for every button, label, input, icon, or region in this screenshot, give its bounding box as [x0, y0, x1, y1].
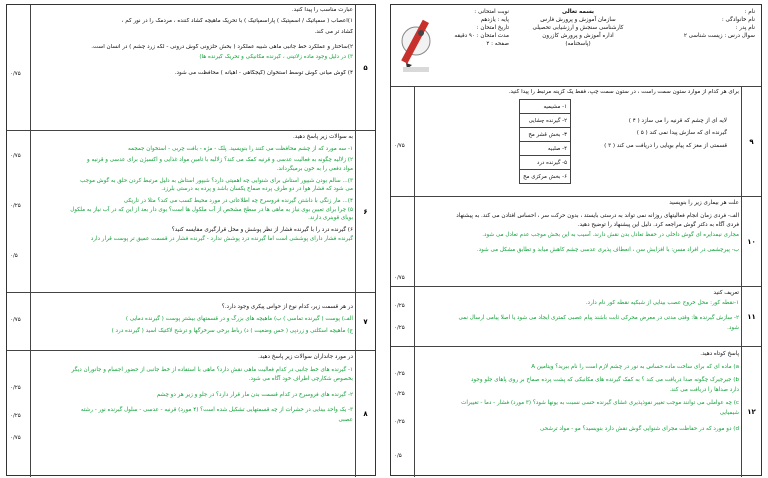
question-8	[7, 351, 375, 477]
score-cell	[7, 293, 31, 350]
exam-info	[439, 8, 509, 49]
score-cell	[391, 87, 415, 196]
score-cell	[7, 5, 31, 130]
question-5	[7, 5, 375, 131]
header-field: مدت امتحان : ۹۰ دقیقه	[454, 33, 509, 40]
score-value: ۰/۵	[10, 253, 18, 259]
header-field: (پاسخنامه)	[565, 41, 591, 48]
option-item: ۶- بخش مرکزی مخ	[520, 170, 571, 184]
score-cell	[7, 131, 31, 292]
exam-header	[391, 5, 761, 87]
question-content	[417, 349, 739, 475]
matching-question-item: گیرنده ای که سازش پیدا نمی کند ( ۵ )	[636, 130, 727, 137]
answer-line: ۱-نقطه کور: محل خروج عصب بینایی از شبکیه نقطه کور نام دارد.	[585, 299, 739, 306]
left-page	[6, 4, 376, 476]
answer-line: ۱- گیرنده های خط جانبی در کدام فعالیت ماهی نقش دارد؟ ماهی با استفاده از خط جانبی از حضور اجسام و جانوران دیگر	[71, 366, 353, 373]
answer-line: b) جیرجیرک چگونه صدا دریافت می کند ؟ به کمک گیرنده های مکانیکی که پشت پرده صماخ بر روی پاهای جلو وجود	[471, 377, 739, 384]
student-info	[684, 8, 755, 40]
score-value: ۰/۷۵	[10, 71, 21, 77]
header-field: کارشناسی سنجش و ارزشیابی تحصیلی	[532, 25, 624, 32]
score-value: ۰/۷۵	[10, 317, 21, 323]
answer-line: ۳) در دلیل وجود ماده زلاتینی ، گیرنده مکانیکی و تحریک گیرنده ها)	[199, 54, 353, 61]
answer-line: عصبی	[338, 416, 353, 423]
answer-line: ۱- سه مورد که از چشم محافظت می کنند را بنویسید. پلک - مژه - بافت چربی - استخوان جمجمه	[127, 145, 353, 152]
answer-line: بویای قوبنری دارند.	[308, 215, 353, 222]
header-field: نوبت امتحانی :	[474, 9, 509, 15]
answer-line: مواد دفعی را به خون برمیگرداند.	[276, 165, 353, 172]
question-line: فردی آگاه به دکتر گوش مراجعه کرد. دلیل این پیشنهاد را توضیح دهید.	[577, 222, 739, 228]
exam-logo-icon	[397, 11, 435, 81]
matching-questions	[604, 117, 727, 150]
header-field: نام پدر :	[735, 25, 755, 32]
score-value: ۰/۷۵	[10, 153, 21, 159]
score-value: ۰/۲۵	[10, 413, 21, 419]
question-line: علت هر بیماری زیر را بنویسید	[669, 200, 739, 206]
question-line: ۴) گوش میانی گوش توسط استخوان (گیجگاهی - آهیانه ) محافظت می شود.	[174, 70, 353, 77]
question-content	[33, 353, 353, 475]
question-number: ۹	[741, 87, 761, 196]
header-field: نام خانوادگی :	[721, 17, 755, 24]
answer-line: می شود که فشار هوا در دو طرف پرده صماخ یکسان باشد و پرده به درستی بلرزد.	[161, 186, 353, 193]
answer-line: الف) پوست ( گیرنده تماسی ) ب) ماهیچه های بزرگ و در قسمتهای بیشتر پوست ( گیرنده دمایی )	[125, 315, 353, 322]
score-cell	[7, 351, 31, 477]
answer-line: گیرنده فشار دارای پوششی است اما گیرنده درد پوشش ندارد - گیرنده فشار در قسمت عمیق تر پوست قرار دارد	[90, 235, 353, 242]
answer-line: ۴)... مار زنگی با داشتن گیرنده فروسرخ چه اطلاعاتی در مورد محیط کسب می کند؟ مثلا در تاریکی	[123, 197, 353, 204]
score-value: ۰/۲۵	[10, 385, 21, 391]
question-number: ۸	[355, 351, 375, 477]
answer-line: c) چه عواملی می توانند موجب تغییر نفوذپذیری غشای گیرنده حسی نسبت به یونها شود؟ (۳ مورد) فشار - دما - تغییرات	[461, 400, 739, 407]
question-number: ۶	[355, 131, 375, 292]
score-value: ۰/۷۵	[394, 275, 405, 281]
header-field: سوال درس : زیست شناسی ۲	[683, 33, 755, 40]
question-6	[7, 131, 375, 293]
matching-question-item: قسمتی از مغز که پیام بویایی را دریافت می کند ( ۳ )	[604, 142, 727, 149]
score-value: ۰/۵	[394, 453, 402, 459]
header-field: نام :	[744, 9, 755, 15]
question-line: ۲)ساختار و عملکرد خط جانبی ماهی شبیه عملکرد ( بخش حلزونی گوش درونی - لکه زرد چشم ) در انسان است.	[91, 43, 353, 50]
score-value: ۰/۲۵	[394, 325, 405, 331]
question-number: ۱۲	[741, 347, 761, 477]
question-line: الف- فردی زمان انجام فعالیتهای روزانه نمی تواند به درستی بایستد ، بدون حرکت سر ، احساس افتادن می کند. به پیشنهاد	[456, 212, 739, 219]
question-9	[391, 87, 761, 197]
matching-options-table	[519, 99, 571, 184]
header-field: اداره آموزش و پرورش کازرون	[542, 33, 614, 40]
option-item: ۲- گیرنده چشایی	[520, 114, 571, 128]
score-cell	[391, 287, 415, 346]
question-line: ۶) گیرنده درد را با گیرنده فشار از نظر پوشش و محل قرارگیری مقایسه کنید؟	[171, 226, 353, 233]
answer-line: ۲- گیرنده های فروسرخ در کدام قسمت بدن مار قرار دارد؟ در جلو و زیر هر دو چشم	[156, 391, 353, 398]
question-line: تعریف کنید	[713, 290, 739, 296]
question-12	[391, 347, 761, 477]
answer-line: مجاری نیمدایره ای گوش داخلی در حفظ تعادل بدن نقش دارند. آسیب به این بخش موجب عدم تعادل می شود.	[482, 231, 739, 238]
score-value: ۰/۲۵	[394, 303, 405, 309]
question-prompt: برای هر کدام از موارد ستون سمت راست ، در ستون سمت چپ، فقط یک گزینه مرتبط را پیدا کنید.	[508, 89, 739, 95]
question-11	[391, 287, 761, 347]
header-field: سازمان آموزش و پرورش فارس	[540, 17, 616, 24]
answer-line: ب- پیرچشمی در افراد مسن: با افزایش سن ، انعطاف پذیری عدسی چشم کاهش میابد و تطابق مشکل می شود.	[476, 247, 739, 253]
option-item: ۵- گیرنده درد	[520, 156, 571, 170]
question-number: ۷	[355, 293, 375, 350]
question-line: در هر قسمت زیر، کدام نوع از حواس پیکری وجود دارد.؟	[221, 304, 353, 310]
answer-line: a) ماده ای که برای ساخت ماده حساس به نور در چشم لازم است را نام ببرید؟ ویتامین A	[531, 364, 739, 371]
header-field: بسمه تعالی	[561, 9, 594, 15]
header-field: تاریخ امتحان :	[476, 25, 509, 32]
question-number: ۱۱	[741, 287, 761, 346]
matching-question-item: لایه ای از چشم که قرنیه را می سازد ( ۴ )	[628, 118, 727, 124]
question-line: عبارت مناسب را پیدا کنید.	[291, 7, 353, 13]
question-line: ۱)اعصاب ( سمپاتیک / آسمپتیک ) پاراسمپاتیک ) با تحریک ماهیچه گشاد کننده ، مردمک را در نور کم ،	[121, 18, 353, 25]
question-content	[33, 133, 353, 290]
question-line: پاسخ کوتاه دهید.	[700, 351, 739, 357]
score-value: ۰/۲۵	[394, 419, 405, 425]
answer-line: ۵) چرا برای تعیین بوی نیاز به ماهی ها در سطح مشخص از آب ملکول ها است؟ بوی دار بعد از این که در آب نیاز به ملکول	[70, 206, 353, 213]
answer-line: ج) ماهیچه اسکلتی و زردپی ( حس وضعیت ) د) رباط برخی سرخرگها و ترشح لاکتیک اسید ( گیرنده درد )	[111, 327, 353, 334]
question-7	[7, 293, 375, 351]
score-value: ۰/۷۵	[10, 435, 21, 441]
score-cell	[391, 197, 415, 286]
score-value: ۰/۲۵	[394, 391, 405, 397]
score-value: ۰/۲۵	[394, 371, 405, 377]
question-number: ۵	[355, 5, 375, 130]
header-field: صفحه : ۲	[486, 41, 509, 48]
score-value: ۰/۷۵	[394, 143, 405, 149]
question-content	[33, 7, 353, 128]
question-number: ۱۰	[741, 197, 761, 286]
score-cell	[391, 347, 415, 477]
question-10	[391, 197, 761, 287]
option-item: ۳- بخش قشر مخ	[520, 128, 571, 142]
answer-line: ۲- سازش گیرنده ها: وقتی مدتی در معرض محرکی ثابت باشند پیام عصبی کمتری ایجاد می شود یا اصلا پیامی ارسال نمی	[458, 315, 739, 321]
question-content	[417, 199, 739, 284]
answer-line: بخصوص شکارچی اطراف خود آگاه می شود.	[248, 376, 353, 382]
answer-line: شود.	[727, 324, 739, 331]
option-item: ۴- صلبیه	[520, 142, 571, 156]
score-value: ۰/۲۵	[10, 203, 21, 209]
answer-line: d) دو مورد که در حفاظت مجرای شنوایی گوش نقش دارد بنویسید؟ مو - مواد ترشحی	[540, 426, 739, 433]
answer-line: دارد صداها را دریافت می کند.	[669, 387, 739, 394]
question-content	[33, 295, 353, 348]
answer-line: ۳- یک واحد بینایی در حشرات از چه قسمتهایی تشکیل شده است؟ (۴ مورد) قرنیه - عدسی - سلول گیرنده نور - رشته	[80, 407, 353, 413]
option-item: ۱- مشیمیه	[520, 100, 571, 114]
question-line: در مورد جانداران سوالات زیر پاسخ دهید.	[258, 354, 353, 360]
question-line: به سوالات زیر پاسخ دهید.	[292, 134, 353, 140]
answer-line: ۳)... سالم بودن شیپور استاش برای شنوایی چه اهمیتی دارد؟ شیپور استاش به دلیل مرتبط کردن حلق به گوش موجب	[80, 177, 353, 184]
header-field: پایه : یازدهم	[480, 17, 509, 24]
answer-line: ۲) زلالیه چگونه به فعالیت عدسی و قرنیه کمک می کند؟ زلالیه با تامین مواد غذایی و اکسیژن برای عدسی و قرنیه و	[87, 157, 353, 164]
question-line: گشاد تر می کند.	[314, 28, 353, 35]
right-page	[390, 4, 762, 476]
organization-info	[513, 8, 643, 49]
answer-line: شیمیایی	[719, 410, 739, 417]
question-content	[417, 289, 739, 344]
